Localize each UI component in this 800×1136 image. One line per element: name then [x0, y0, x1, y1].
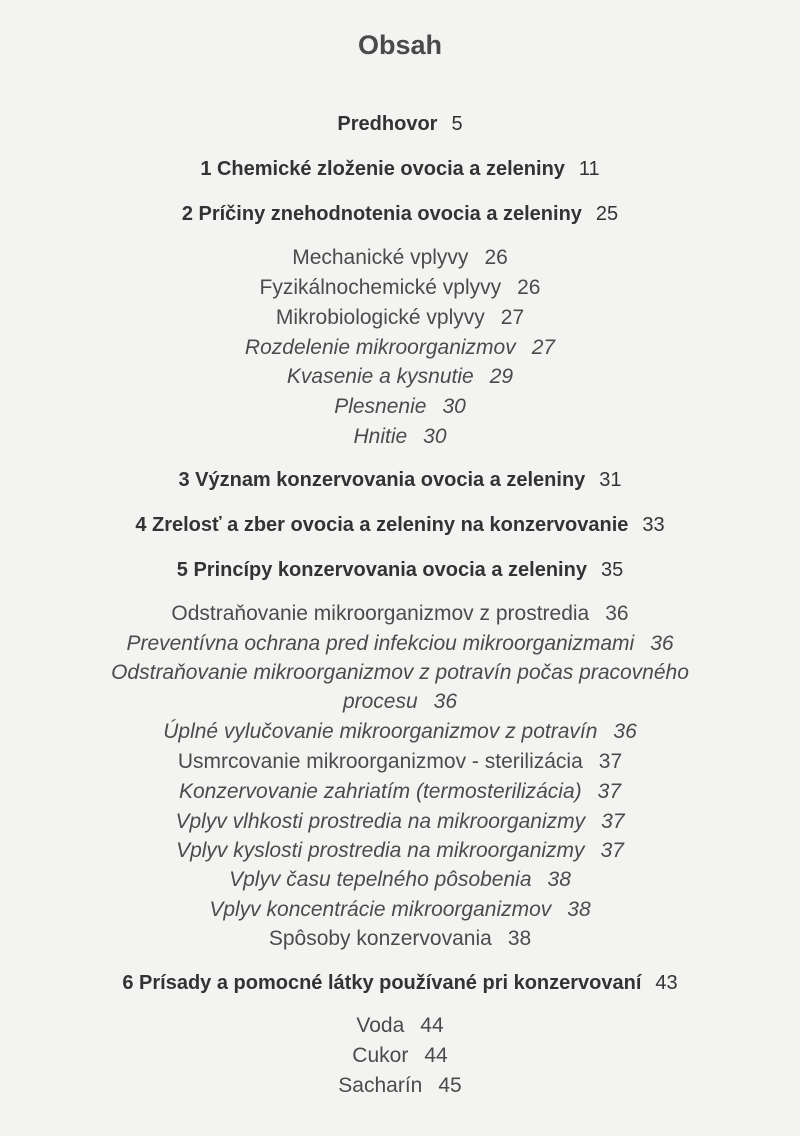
entry-text: 4 Zrelosť a zber ovocia a zeleniny na konzervovanie [135, 514, 629, 536]
entry-text: Vplyv času tepelného pôsobenia [229, 868, 532, 891]
entry-page: 37 [598, 750, 623, 773]
entry-text: Preventívna ochrana pred infekciou mikroorganizmami [126, 632, 635, 655]
toc-subsection [0, 810, 800, 834]
entry-text: 2 Príčiny znehodnotenia ovocia a zeleniny [181, 203, 582, 225]
toc-subsection-continued [0, 690, 800, 714]
toc-subsection [0, 365, 800, 389]
toc-section [0, 306, 800, 330]
entry-page: 37 [601, 810, 625, 833]
toc-section [0, 1074, 800, 1098]
toc-chapter-1 [0, 158, 800, 181]
entry-text: Spôsoby konzervovania [268, 927, 492, 950]
entry-page: 30 [423, 425, 447, 448]
entry-page: 43 [655, 972, 678, 994]
entry-text: 3 Význam konzervovania ovocia a zeleniny [178, 469, 586, 491]
entry-text: Sacharín [338, 1074, 423, 1097]
toc-subsection [0, 632, 800, 656]
entry-text: Vplyv vlhkosti prostredia na mikroorganizmy [175, 810, 586, 833]
toc-subsection [0, 336, 800, 360]
entry-page: 5 [451, 113, 463, 135]
entry-page: 38 [567, 898, 591, 921]
toc-subsection [0, 898, 800, 922]
page-title: Obsah [357, 30, 443, 60]
entry-page: 33 [642, 514, 665, 536]
entry-text: Konzervovanie zahriatím (termosterilizácia) [179, 780, 582, 803]
entry-text: Vplyv koncentrácie mikroorganizmov [209, 898, 552, 921]
entry-page: 26 [517, 276, 541, 299]
toc-subsection [0, 395, 800, 419]
entry-text: Rozdelenie mikroorganizmov [244, 336, 516, 359]
toc-section [0, 246, 800, 270]
entry-text: Usmrcovanie mikroorganizmov - sterilizácia [177, 750, 583, 773]
entry-text: Kvasenie a kysnutie [286, 365, 474, 388]
entry-text: Voda [356, 1014, 405, 1037]
toc-section [0, 276, 800, 300]
entry-page: 38 [507, 927, 532, 950]
entry-page: 27 [500, 306, 525, 329]
entry-text: Mikrobiologické vplyvy [275, 306, 485, 329]
toc-subsection [0, 661, 800, 685]
entry-page: 36 [650, 632, 674, 655]
toc-subsection [0, 839, 800, 863]
entry-page: 11 [578, 158, 600, 180]
entry-text: 5 Princípy konzervovania ovocia a zeleniny [176, 559, 587, 581]
entry-text: procesu [342, 690, 418, 713]
toc-section [0, 1044, 800, 1068]
entry-page: 36 [605, 602, 629, 625]
toc-subsection [0, 780, 800, 804]
entry-text: Odstraňovanie mikroorganizmov z potravín počas pracovného [111, 661, 689, 684]
toc-entry-predhovor [0, 113, 800, 136]
toc-section [0, 927, 800, 951]
entry-text: Hnitie [353, 425, 408, 448]
toc-chapter-4 [0, 514, 800, 537]
toc-subsection [0, 868, 800, 892]
entry-page: 37 [600, 839, 624, 862]
toc-chapter-5 [0, 559, 800, 582]
toc-chapter-6 [0, 972, 800, 995]
entry-page: 37 [597, 780, 621, 803]
entry-text: Plesnenie [334, 395, 427, 418]
entry-page: 29 [489, 365, 514, 388]
entry-page: 45 [438, 1074, 462, 1097]
entry-page: 26 [484, 246, 508, 269]
entry-text: Mechanické vplyvy [292, 246, 469, 269]
toc-subsection [0, 720, 800, 744]
entry-text: Úplné vylučovanie mikroorganizmov z potravín [163, 720, 598, 743]
entry-text: 1 Chemické zloženie ovocia a zeleniny [200, 158, 565, 180]
entry-text: 6 Prísady a pomocné látky používané pri konzervovaní [122, 972, 642, 994]
entry-text: Odstraňovanie mikroorganizmov z prostredia [171, 602, 590, 625]
entry-text: Vplyv kyslosti prostredia na mikroorganizmy [176, 839, 585, 862]
entry-page: 36 [433, 690, 458, 713]
entry-page: 31 [599, 469, 622, 491]
toc-chapter-3 [0, 469, 800, 492]
entry-page: 38 [547, 868, 571, 891]
entry-text: Cukor [352, 1044, 409, 1067]
entry-page: 44 [424, 1044, 448, 1067]
entry-page: 35 [600, 559, 624, 581]
entry-page: 30 [442, 395, 466, 418]
entry-text: Fyzikálnochemické vplyvy [259, 276, 502, 299]
toc-section [0, 1014, 800, 1038]
entry-text: Predhovor [337, 113, 438, 135]
entry-page: 27 [531, 336, 556, 359]
entry-page: 36 [613, 720, 637, 743]
toc-section [0, 602, 800, 626]
entry-page: 44 [420, 1014, 444, 1037]
toc-subsection [0, 425, 800, 449]
toc-chapter-2 [0, 203, 800, 226]
toc-section [0, 750, 800, 774]
entry-page: 25 [595, 203, 619, 225]
